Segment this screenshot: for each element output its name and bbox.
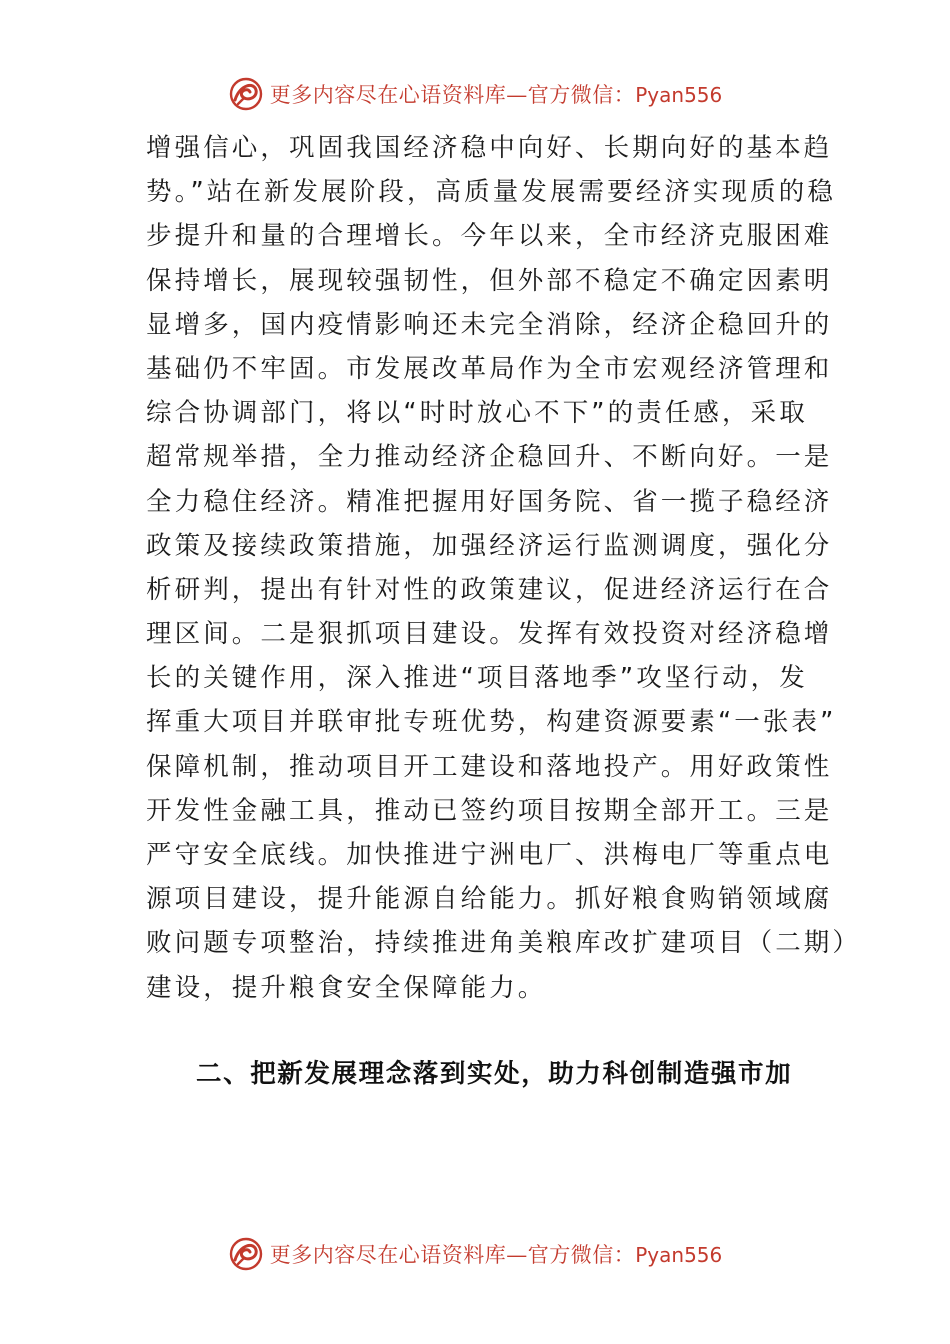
body-line: 综合协调部门，将以“时时放心不下”的责任感，采取 [146, 398, 808, 429]
body-line: 严守安全底线。加快推进宁洲电厂、洪梅电厂等重点电 [146, 840, 833, 870]
swirl-seal-logo-icon [228, 76, 264, 112]
header-banner [0, 72, 950, 116]
body-line: 显增多，国内疫情影响还未完全消除，经济企稳回升的 [146, 309, 833, 340]
header-banner-label: 更多内容尽在心语资料库—官方微信： [269, 83, 636, 107]
footer-wechat-id: Pyan556 [635, 1243, 723, 1267]
section-heading: 二、把新发展理念落到实处，助力科创制造强市加 [196, 1059, 793, 1089]
body-line: 挥重大项目并联审批专班优势，构建资源要素“一张表” [146, 707, 837, 738]
body-line: 析研判，提出有针对性的政策建议，促进经济运行在合 [146, 574, 833, 605]
footer-banner [0, 1232, 950, 1276]
body-line: 长的关键作用，深入推进“项目落地季”攻坚行动，发 [146, 663, 808, 694]
body-line: 败问题专项整治，持续推进角美粮库改扩建项目（二期） [146, 928, 862, 959]
body-line: 保持增长，展现较强韧性，但外部不稳定不确定因素明 [146, 265, 833, 296]
body-line: 理区间。二是狠抓项目建设。发挥有效投资对经济稳增 [146, 619, 833, 650]
body-line: 基础仍不牢固。市发展改革局作为全市宏观经济管理和 [146, 353, 833, 384]
body-line: 政策及接续政策措施，加强经济运行监测调度，强化分 [146, 530, 833, 561]
body-line: 开发性金融工具，推动已签约项目按期全部开工。三是 [146, 795, 833, 826]
footer-banner-text [270, 1239, 723, 1269]
body-line: 全力稳住经济。精准把握用好国务院、省一揽子稳经济 [146, 486, 833, 517]
body-line: 步提升和量的合理增长。今年以来，全市经济克服困难 [146, 221, 833, 252]
footer-banner-label: 更多内容尽在心语资料库—官方微信： [269, 1243, 636, 1267]
body-line: 增强信心，巩固我国经济稳中向好、长期向好的基本趋 [146, 133, 833, 163]
body-line: 超常规举措，全力推动经济企稳回升、不断向好。一是 [146, 442, 833, 473]
body-paragraph [146, 126, 862, 1010]
body-line: 源项目建设，提升能源自给能力。抓好粮食购销领域腐 [146, 884, 833, 915]
header-banner-text [270, 79, 723, 109]
body-line: 建设，提升粮食安全保障能力。 [146, 972, 547, 1003]
body-line: 保障机制，推动项目开工建设和落地投产。用好政策性 [146, 751, 833, 782]
header-wechat-id: Pyan556 [635, 83, 723, 107]
body-line: 势。”站在新发展阶段，高质量发展需要经济实现质的稳 [146, 177, 836, 208]
swirl-seal-logo-icon [228, 1236, 264, 1272]
